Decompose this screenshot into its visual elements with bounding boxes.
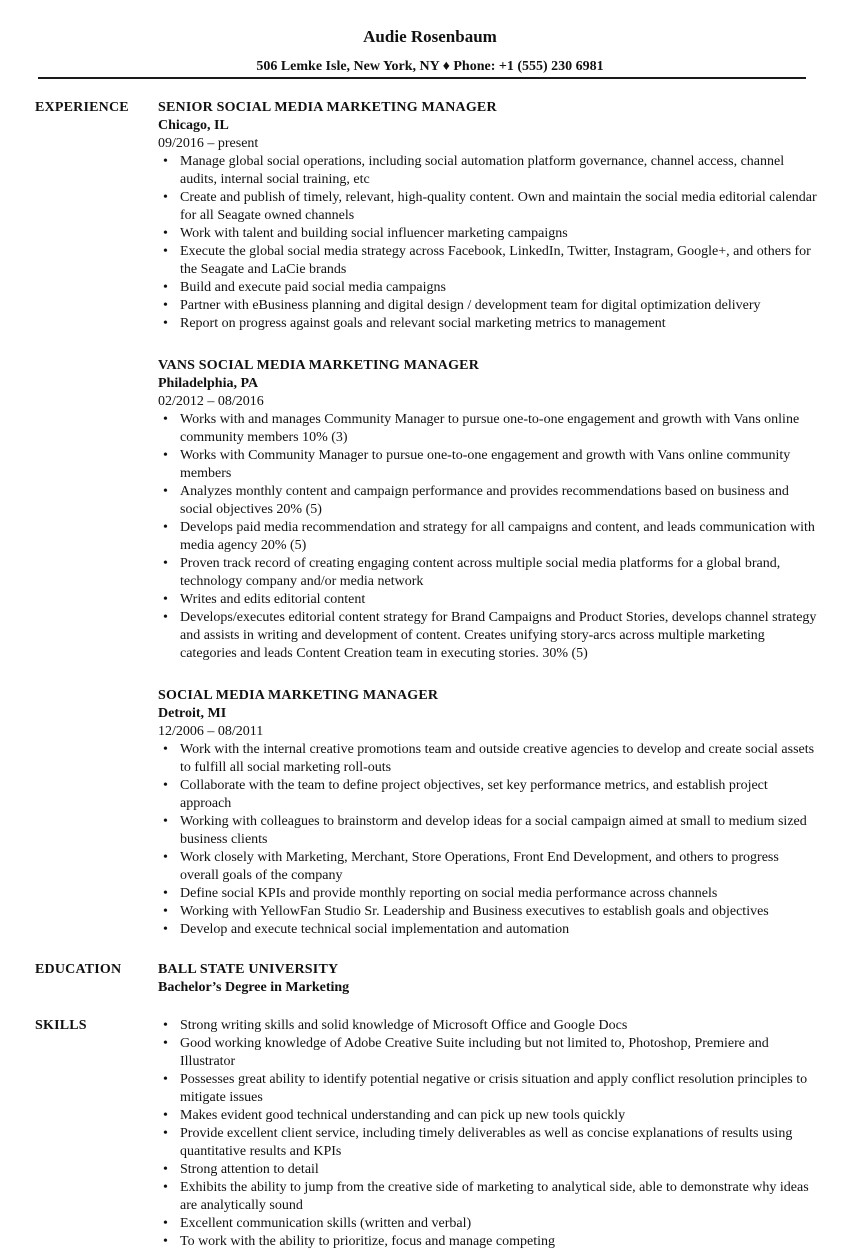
job-bullet: • Develops paid media recommendation and strategy for all campaigns and content, and leads communication with media agency 20% (5) — [158, 519, 818, 555]
job-dates: 12/2006 – 08/2011 — [158, 724, 264, 739]
job-bullet: • Working with colleagues to brainstorm and develop ideas for a social campaign aimed at small to medium sized business clients — [158, 813, 818, 849]
job-bullet: • Work with talent and building social influencer marketing campaigns — [158, 225, 818, 243]
skill-item: • Exhibits the ability to jump from the creative side of marketing to analytical side, able to demonstrate why ideas are analytically sound — [158, 1179, 818, 1215]
education-body — [158, 961, 818, 997]
job-bullets — [158, 741, 818, 939]
skills-body — [158, 1017, 818, 1251]
job-bullet: • Collaborate with the team to define project objectives, set key performance metrics, and establish project approach — [158, 777, 818, 813]
school-name: BALL STATE UNIVERSITY — [158, 962, 339, 977]
education-heading: EDUCATION — [35, 962, 122, 977]
job-bullet: • Writes and edits editorial content — [158, 591, 818, 609]
job-title: VANS SOCIAL MEDIA MARKETING MANAGER — [158, 358, 480, 373]
skill-item: • Possesses great ability to identify potential negative or crisis situation and apply conflict resolution principles to mitigate issues — [158, 1071, 818, 1107]
job-bullet: • Define social KPIs and provide monthly reporting on social media performance across channels — [158, 885, 818, 903]
job-bullet: • Execute the global social media strategy across Facebook, LinkedIn, Twitter, Instagram, Google+, and others for the Seagate and LaCie brands — [158, 243, 818, 279]
job-location: Detroit, MI — [158, 706, 227, 721]
job-bullet: • Work with the internal creative promotions team and outside creative agencies to develop and create social assets to fulfill all social marketing roll-outs — [158, 741, 818, 777]
job-entry — [158, 99, 818, 333]
job-bullet: • Works with and manages Community Manager to pursue one-to-one engagement and growth with Vans online community members 10% (3) — [158, 411, 818, 447]
header-divider — [38, 77, 806, 79]
job-entry — [158, 687, 818, 939]
job-location: Chicago, IL — [158, 118, 229, 133]
job-bullet: • Partner with eBusiness planning and digital design / development team for digital optimization delivery — [158, 297, 818, 315]
job-bullet: • Manage global social operations, including social automation platform governance, channel access, channel audits, internal social training, etc — [158, 153, 818, 189]
skill-item: • Strong attention to detail — [158, 1161, 818, 1179]
contact-line: 506 Lemke Isle, New York, NY ♦ Phone: +1 (555) 230 6981 — [256, 59, 604, 74]
skill-item: • Excellent communication skills (written and verbal) — [158, 1215, 818, 1233]
skills-list — [158, 1017, 818, 1251]
job-title: SOCIAL MEDIA MARKETING MANAGER — [158, 688, 439, 703]
job-bullet: • Proven track record of creating engaging content across multiple social media platforms for a global brand, technology company and/or media network — [158, 555, 818, 591]
job-bullets — [158, 153, 818, 333]
job-bullet: • Develops/executes editorial content strategy for Brand Campaigns and Product Stories, develops channel strategy and assists in writing and development of content. Creates unifying story-arcs across multiple marketing categories and leads Content Creation team in executing stories. 30% (5) — [158, 609, 818, 663]
skill-item: • Good working knowledge of Adobe Creative Suite including but not limited to, Photoshop, Premiere and Illustrator — [158, 1035, 818, 1071]
skill-item: • Provide excellent client service, including timely deliverables as well as concise explanations of results using quantitative results and KPIs — [158, 1125, 818, 1161]
skill-item: • To work with the ability to prioritize, focus and manage competing — [158, 1233, 818, 1251]
skill-item: • Makes evident good technical understanding and can pick up new tools quickly — [158, 1107, 818, 1125]
job-entry — [158, 357, 818, 663]
experience-heading: EXPERIENCE — [35, 100, 129, 115]
job-location: Philadelphia, PA — [158, 376, 259, 391]
skill-item: • Strong writing skills and solid knowledge of Microsoft Office and Google Docs — [158, 1017, 818, 1035]
candidate-name: Audie Rosenbaum — [363, 27, 497, 46]
job-dates: 02/2012 – 08/2016 — [158, 394, 264, 409]
job-bullet: • Create and publish of timely, relevant, high-quality content. Own and maintain the social media editorial calendar for all Seagate owned channels — [158, 189, 818, 225]
job-title: SENIOR SOCIAL MEDIA MARKETING MANAGER — [158, 100, 497, 115]
job-bullet: • Analyzes monthly content and campaign performance and provides recommendations based on business and social objectives 20% (5) — [158, 483, 818, 519]
job-bullet: • Work closely with Marketing, Merchant, Store Operations, Front End Development, and others to progress overall goals of the company — [158, 849, 818, 885]
degree-name: Bachelor’s Degree in Marketing — [158, 980, 350, 995]
job-dates: 09/2016 – present — [158, 136, 259, 151]
job-bullet: • Working with YellowFan Studio Sr. Leadership and Business executives to establish goals and objectives — [158, 903, 818, 921]
job-bullet: • Report on progress against goals and relevant social marketing metrics to management — [158, 315, 818, 333]
experience-body — [158, 99, 818, 963]
job-bullet: • Works with Community Manager to pursue one-to-one engagement and growth with Vans online community members — [158, 447, 818, 483]
skills-heading: SKILLS — [35, 1018, 87, 1033]
job-bullet: • Develop and execute technical social implementation and automation — [158, 921, 818, 939]
job-bullet: • Build and execute paid social media campaigns — [158, 279, 818, 297]
job-bullets — [158, 411, 818, 663]
